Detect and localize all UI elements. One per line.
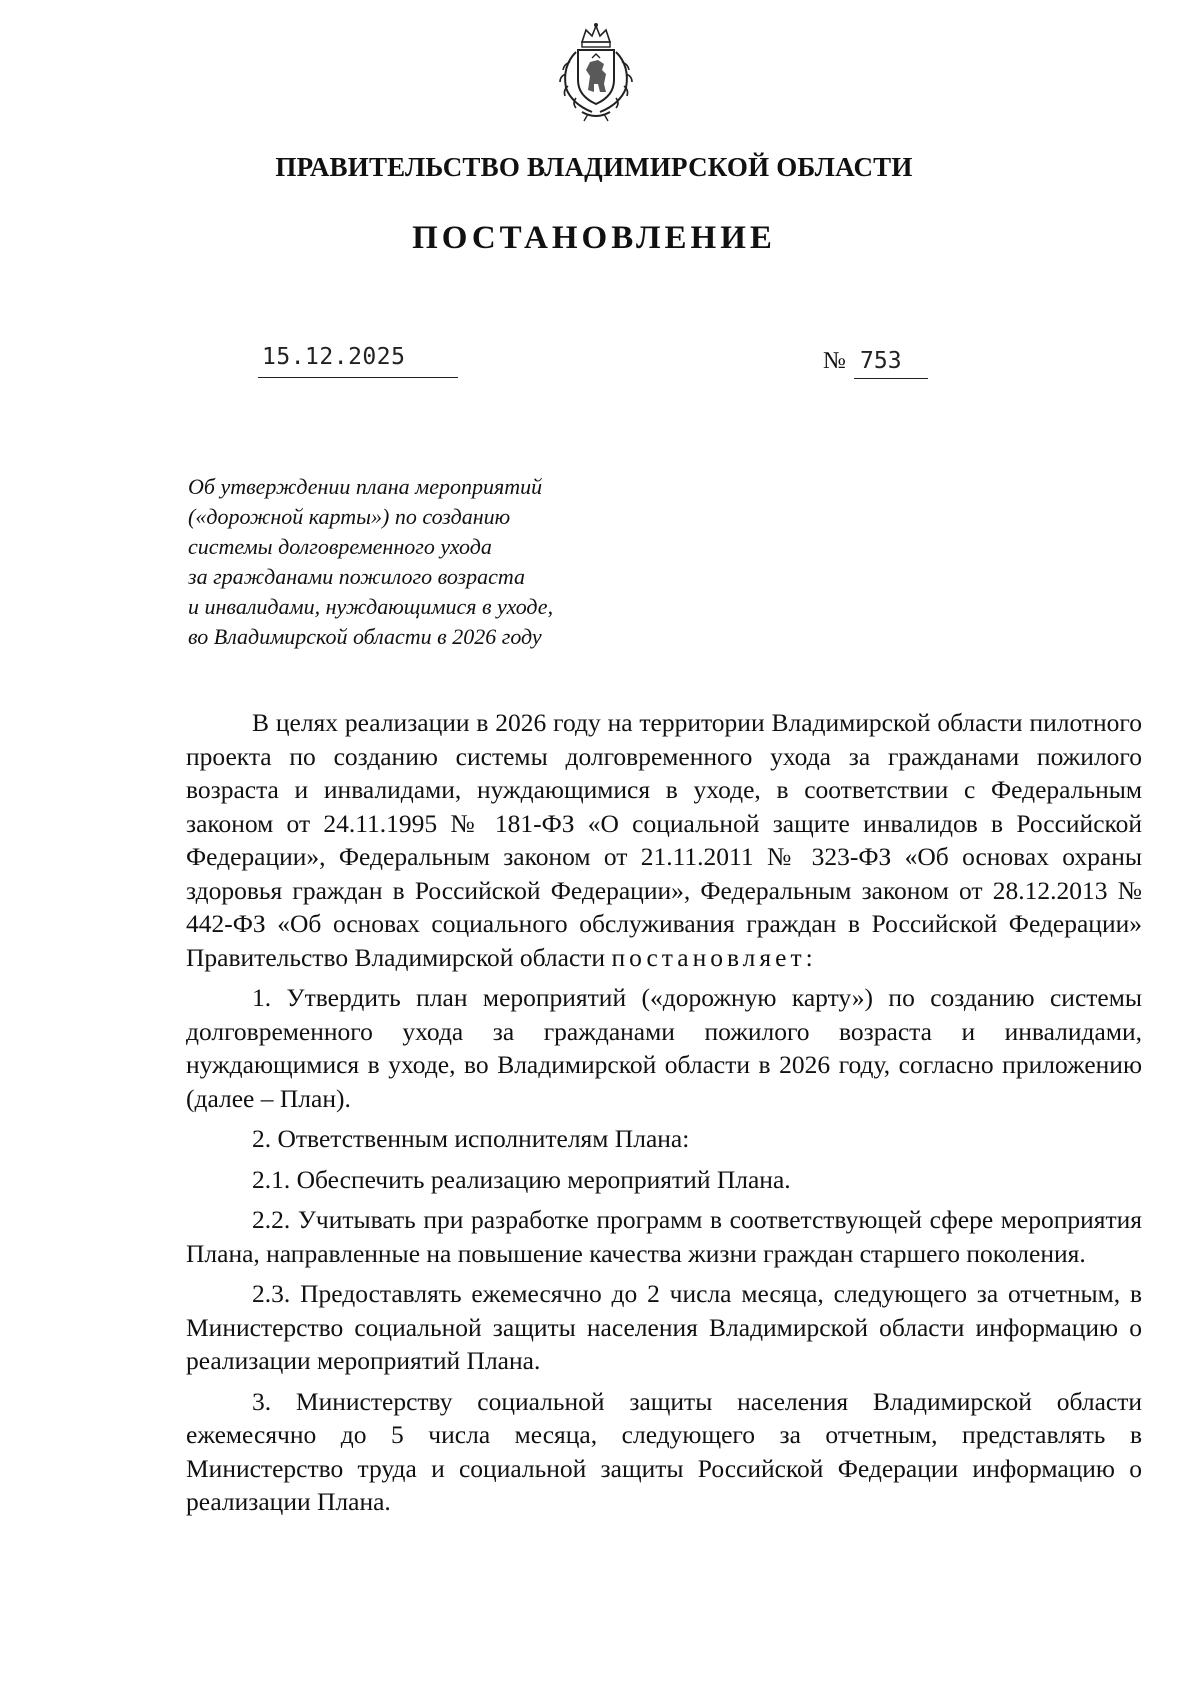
subject-line: Об утверждении плана мероприятий [188,474,543,499]
preamble-paragraph [186,706,1142,974]
item-paragraph: 2.3. Предоставлять ежемесячно до 2 числа месяца, следующего за отчетным, в Министерство социальной защиты населения Владимирской области информацию о реализации мероприятий Плана. [186,1279,1142,1375]
item-paragraph: 3. Министерству социальной защиты населения Владимирской области ежемесячно до 5 числа месяца, следующего за отчетным, представлять в Министерство труда и социальной защиты Российской Федерации информацию о реализации Плана. [186,1386,1142,1516]
subject-line: во Владимирской области в 2026 году [188,624,542,649]
document-type-title: ПОСТАНОВЛЕНИЕ [412,220,776,256]
preamble-text: В целях реализации в 2026 году на территории Владимирской области пилотного проекта по созданию системы долговременного ухода за гражданами пожилого возраста и инвалидами, нуждающимися в уходе, в соответствии с Федеральным законом от 24.11.1995 № 181-ФЗ «О социальной защите инвалидов в Российской Федерации», Федеральным законом от 21.11.2011 № 323-ФЗ «Об основах охраны здоровья граждан в Российской Федерации», Федеральным законом от 28.12.2013 № 442-ФЗ «Об основах социального обслуживания граждан в Российской Федерации» Правительство Владимирской области [186,708,1142,972]
item-paragraph: 2.1. Обеспечить реализацию мероприятий Плана. [252,1164,791,1194]
subject-line: («дорожной карты») по созданию [188,504,511,529]
coat-of-arms-icon [548,22,644,122]
resolves-word: постановляет: [611,942,817,972]
number-label: № [823,348,846,374]
document-date: 15.12.2025 [262,344,406,370]
document-number: 753 [860,348,902,374]
document-body [186,706,1142,1519]
organization-title: ПРАВИТЕЛЬСТВО ВЛАДИМИРСКОЙ ОБЛАСТИ [275,152,913,182]
subject-line: за гражданами пожилого возраста [188,564,526,589]
item-paragraph: 1. Утвердить план мероприятий («дорожную карту») по созданию системы долговременного ухода за гражданами пожилого возраста и инвалидами, нуждающимися в уходе, во Владимирской области в 2026 году, согласно приложению (далее – План). [186,983,1142,1113]
subject-line: системы долговременного ухода [188,534,492,559]
item-paragraph: 2. Ответственным исполнителям Плана: [252,1124,690,1153]
item-paragraph: 2.2. Учитывать при разработке программ в соответствующей сфере мероприятия Плана, направленные на повышение качества жизни граждан старшего поколения. [186,1205,1142,1268]
date-underline [258,377,458,378]
number-underline [854,378,928,379]
subject-line: и инвалидами, нуждающимися в уходе, [188,594,554,619]
document-subject [188,472,648,652]
